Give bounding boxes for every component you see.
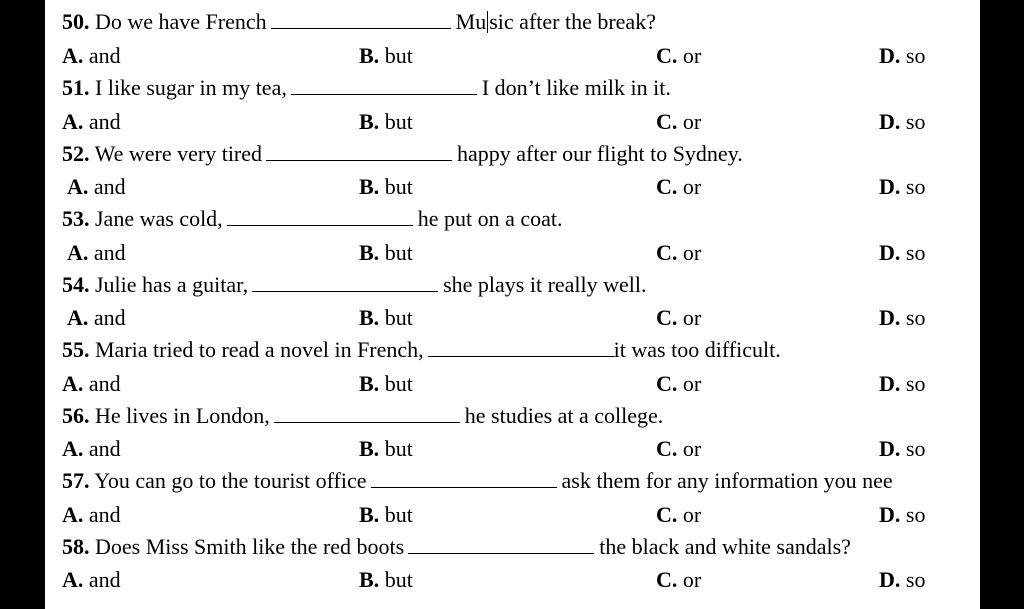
option-text: so: [905, 174, 926, 199]
option-text: and: [93, 305, 126, 330]
option-text: so: [905, 567, 926, 592]
option-d[interactable]: [879, 307, 925, 329]
option-letter: C.: [656, 371, 678, 396]
answer-blank[interactable]: [408, 536, 594, 554]
option-d[interactable]: [879, 176, 925, 198]
option-text: but: [384, 502, 413, 527]
option-text: and: [88, 436, 121, 461]
option-letter: A.: [67, 240, 89, 265]
answer-blank[interactable]: [371, 470, 557, 488]
option-text: but: [384, 305, 413, 330]
option-c[interactable]: [656, 176, 701, 198]
question-number: 53.: [62, 206, 90, 231]
answer-blank[interactable]: [227, 208, 413, 226]
option-letter: B.: [359, 436, 380, 461]
option-d[interactable]: [879, 111, 925, 133]
question-50: [62, 11, 656, 33]
option-b[interactable]: [359, 504, 413, 526]
option-letter: B.: [359, 502, 380, 527]
option-a[interactable]: [62, 569, 121, 591]
option-a[interactable]: [67, 307, 126, 329]
option-letter: A.: [62, 436, 84, 461]
option-a[interactable]: [67, 176, 126, 198]
option-text: but: [384, 43, 413, 68]
question-54: [62, 274, 647, 296]
option-text: and: [88, 43, 121, 68]
option-text: so: [905, 305, 926, 330]
question-text-after-part1: Mu: [455, 9, 487, 34]
question-number: 54.: [62, 272, 90, 297]
worksheet-page: [45, 0, 980, 609]
option-text: but: [384, 109, 413, 134]
question-text-before: Julie has a guitar,: [95, 272, 249, 297]
question-55: [62, 339, 781, 361]
option-c[interactable]: [656, 438, 701, 460]
option-text: or: [682, 567, 702, 592]
option-letter: D.: [879, 436, 901, 461]
question-text-before: He lives in London,: [95, 403, 270, 428]
option-b[interactable]: [359, 569, 413, 591]
option-letter: C.: [656, 567, 678, 592]
option-text: or: [682, 109, 702, 134]
option-letter: D.: [879, 109, 901, 134]
question-text-before: Maria tried to read a novel in French,: [95, 337, 424, 362]
option-text: but: [384, 240, 413, 265]
option-letter: A.: [67, 305, 89, 330]
option-text: and: [93, 174, 126, 199]
option-d[interactable]: [879, 373, 925, 395]
answer-blank[interactable]: [266, 143, 452, 161]
option-text: but: [384, 567, 413, 592]
answer-blank[interactable]: [252, 274, 438, 292]
option-text: so: [905, 43, 926, 68]
answer-blank[interactable]: [274, 405, 460, 423]
option-b[interactable]: [359, 45, 413, 67]
option-letter: C.: [656, 109, 678, 134]
option-letter: D.: [879, 174, 901, 199]
question-text-after: happy after our flight to Sydney.: [457, 141, 743, 166]
question-57: [62, 470, 893, 492]
option-letter: A.: [62, 43, 84, 68]
question-text-before: Does Miss Smith like the red boots: [95, 534, 405, 559]
option-b[interactable]: [359, 373, 413, 395]
option-letter: C.: [656, 436, 678, 461]
option-text: so: [905, 436, 926, 461]
option-c[interactable]: [656, 569, 701, 591]
question-number: 56.: [62, 403, 90, 428]
question-text-after: he put on a coat.: [417, 206, 563, 231]
question-number: 58.: [62, 534, 90, 559]
option-letter: B.: [359, 371, 380, 396]
question-text-after: the black and white sandals?: [599, 534, 851, 559]
option-text: or: [682, 371, 702, 396]
option-text: or: [682, 305, 702, 330]
option-d[interactable]: [879, 242, 925, 264]
question-51: [62, 77, 671, 99]
option-letter: B.: [359, 43, 380, 68]
answer-blank[interactable]: [428, 339, 614, 357]
option-text: but: [384, 371, 413, 396]
option-letter: C.: [656, 305, 678, 330]
option-letter: B.: [359, 240, 380, 265]
option-letter: A.: [62, 109, 84, 134]
option-text: so: [905, 240, 926, 265]
option-text: and: [88, 109, 121, 134]
question-text-after: I don’t like milk in it.: [481, 75, 671, 100]
option-letter: D.: [879, 502, 901, 527]
option-letter: B.: [359, 174, 380, 199]
option-b[interactable]: [359, 307, 413, 329]
answer-blank[interactable]: [271, 11, 451, 29]
question-52: [62, 143, 743, 165]
option-b[interactable]: [359, 111, 413, 133]
option-d[interactable]: [879, 569, 925, 591]
option-letter: D.: [879, 567, 901, 592]
option-c[interactable]: [656, 504, 701, 526]
question-number: 52.: [62, 141, 90, 166]
option-letter: A.: [67, 174, 89, 199]
question-text-before: I like sugar in my tea,: [95, 75, 287, 100]
option-text: and: [88, 502, 121, 527]
option-c[interactable]: [656, 307, 701, 329]
question-text-before: We were very tired: [94, 141, 263, 166]
question-56: [62, 405, 663, 427]
option-text: and: [93, 240, 126, 265]
option-text: and: [88, 567, 121, 592]
option-text: or: [682, 240, 702, 265]
question-53: [62, 208, 562, 230]
option-text: or: [682, 436, 702, 461]
option-letter: D.: [879, 43, 901, 68]
question-number: 50.: [62, 9, 90, 34]
option-letter: A.: [62, 567, 84, 592]
option-letter: D.: [879, 371, 901, 396]
option-letter: C.: [656, 502, 678, 527]
option-c[interactable]: [656, 373, 701, 395]
option-letter: A.: [62, 371, 84, 396]
option-a[interactable]: [62, 111, 121, 133]
option-c[interactable]: [656, 111, 701, 133]
option-text: but: [384, 436, 413, 461]
option-text: so: [905, 502, 926, 527]
option-b[interactable]: [359, 176, 413, 198]
option-letter: C.: [656, 174, 678, 199]
option-a[interactable]: [67, 242, 126, 264]
option-c[interactable]: [656, 45, 701, 67]
option-a[interactable]: [62, 373, 121, 395]
question-text-after: she plays it really well.: [443, 272, 647, 297]
option-letter: D.: [879, 240, 901, 265]
option-b[interactable]: [359, 438, 413, 460]
question-text-before: You can go to the tourist office: [94, 468, 367, 493]
question-number: 57.: [62, 468, 90, 493]
option-a[interactable]: [62, 504, 121, 526]
answer-blank[interactable]: [291, 77, 477, 95]
option-text: or: [682, 174, 702, 199]
option-text: or: [682, 502, 702, 527]
option-letter: C.: [656, 240, 678, 265]
question-text-before: Do we have French: [95, 9, 267, 34]
question-text-after: it was too difficult.: [613, 337, 781, 362]
option-d[interactable]: [879, 45, 925, 67]
option-text: so: [905, 109, 926, 134]
question-text-after: he studies at a college.: [464, 403, 664, 428]
question-text-before: Jane was cold,: [95, 206, 223, 231]
option-c[interactable]: [656, 242, 701, 264]
option-text: and: [88, 371, 121, 396]
question-text-after-part2: sic after the break?: [489, 9, 656, 34]
option-letter: C.: [656, 43, 678, 68]
option-letter: B.: [359, 109, 380, 134]
question-number: 55.: [62, 337, 90, 362]
option-b[interactable]: [359, 242, 413, 264]
question-58: [62, 536, 851, 558]
question-number: 51.: [62, 75, 90, 100]
option-letter: A.: [62, 502, 84, 527]
option-a[interactable]: [62, 438, 121, 460]
option-letter: B.: [359, 305, 380, 330]
option-letter: D.: [879, 305, 901, 330]
option-d[interactable]: [879, 504, 925, 526]
option-d[interactable]: [879, 438, 925, 460]
option-a[interactable]: [62, 45, 121, 67]
option-letter: B.: [359, 567, 380, 592]
option-text: or: [682, 43, 702, 68]
question-text-after: ask them for any information you nee: [561, 468, 893, 493]
option-text: but: [384, 174, 413, 199]
option-text: so: [905, 371, 926, 396]
